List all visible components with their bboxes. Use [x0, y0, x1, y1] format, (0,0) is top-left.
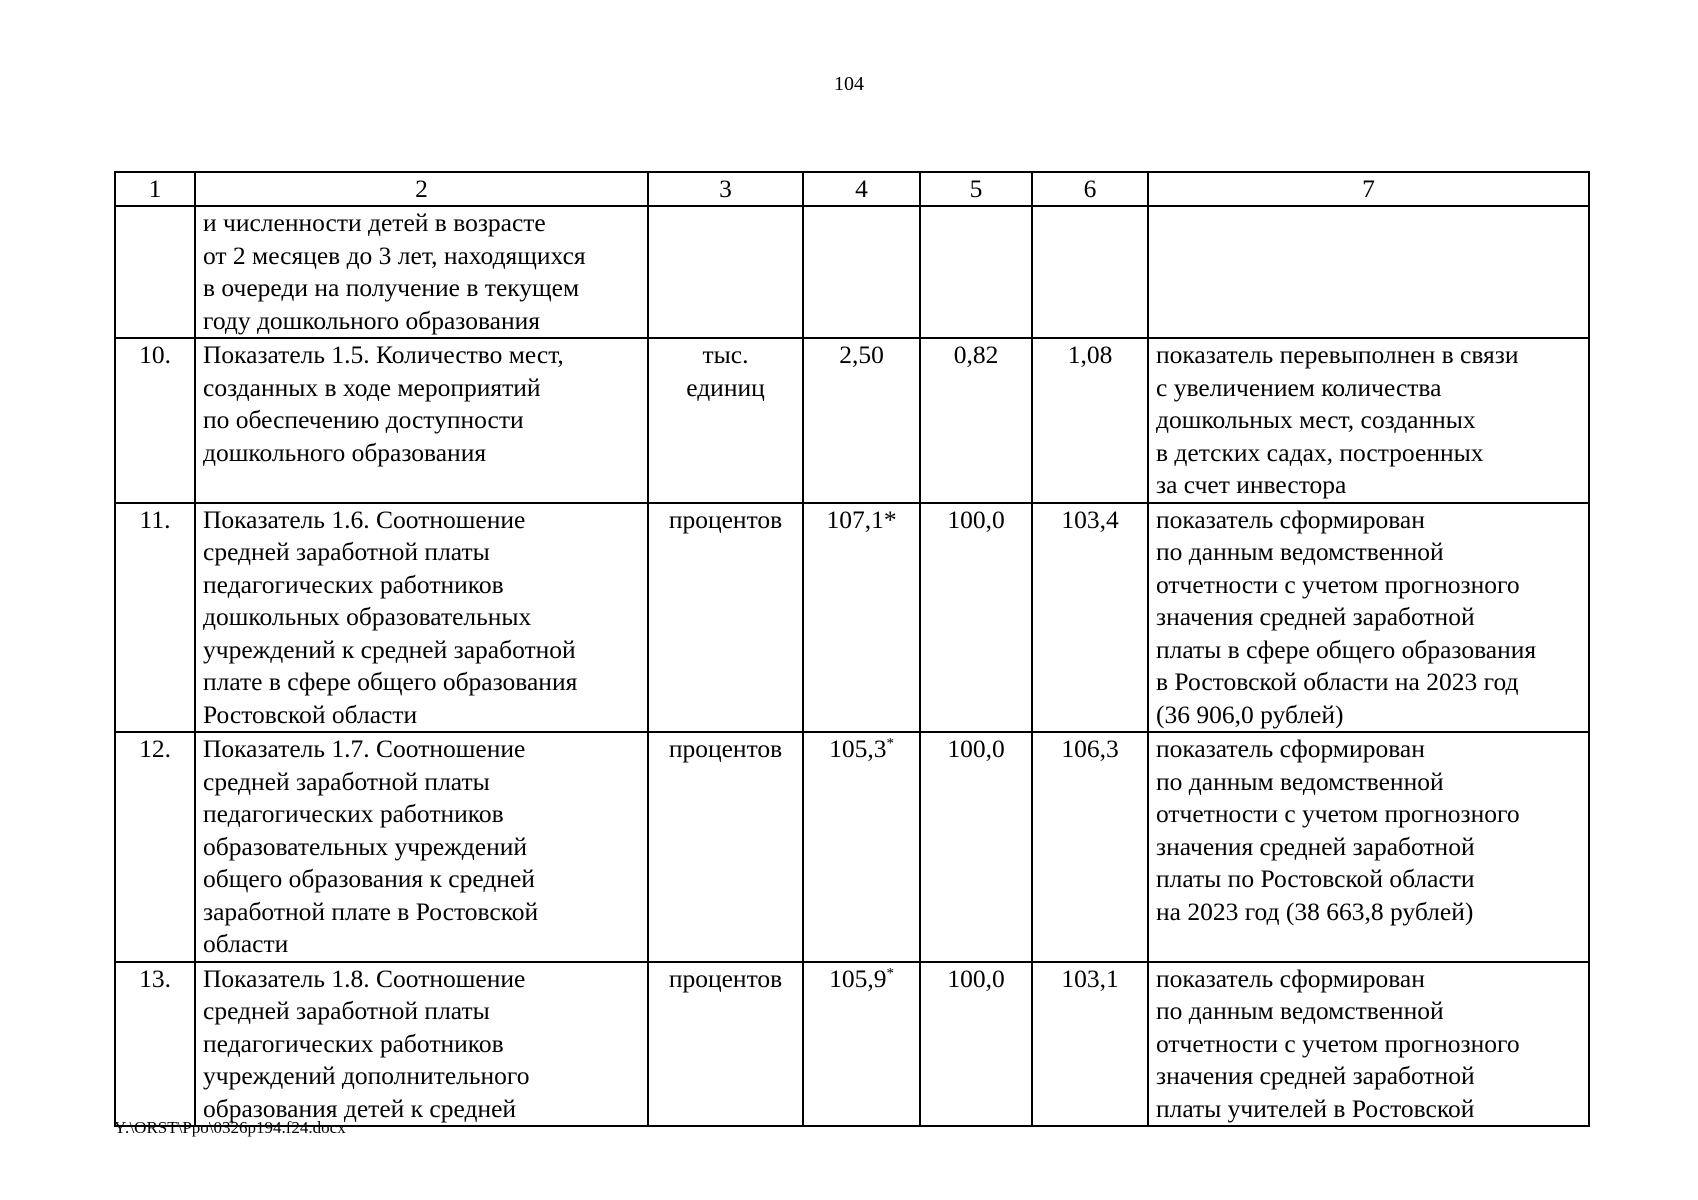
unit: процентов [668, 963, 783, 993]
column-header-5: 5 [920, 172, 1032, 206]
unit-cell [648, 338, 803, 503]
value-col5: 0,82 [953, 340, 999, 369]
value-col6: 1,08 [1067, 340, 1113, 369]
indicator-name: Показатель 1.5. Количество мест, созданных в ходе мероприятий по обеспечению доступности дошкольного образования [203, 340, 564, 467]
unit: тыс. единиц [686, 340, 765, 402]
value-col5-cell [920, 962, 1032, 1126]
value-col5: 100,0 [947, 734, 1005, 763]
column-header-4: 4 [803, 172, 920, 206]
value-col6: 103,4 [1061, 504, 1119, 534]
value-col5: 100,0 [947, 504, 1005, 534]
column-header-3: 3 [648, 172, 803, 206]
indicator-name-cell [195, 732, 648, 962]
value-col4: 105,9 [829, 963, 887, 993]
footnote-mark: * [886, 965, 894, 981]
column-number-header-row [115, 172, 1589, 206]
unit-cell [648, 206, 803, 338]
unit: процентов [668, 734, 783, 763]
row-number: 10. [139, 340, 171, 369]
indicator-name-cell [195, 962, 648, 1126]
value-col5-cell [920, 503, 1032, 733]
page-number: 104 [834, 73, 864, 95]
row-number-cell [115, 206, 195, 338]
value-col5: 100,0 [947, 963, 1005, 993]
note: показатель сформирован по данным ведомственной отчетности с учетом прогнозного значения средней заработной платы учителей в Ростовской [1156, 963, 1520, 1123]
note-cell [1148, 962, 1589, 1126]
value-col4-cell [803, 338, 920, 503]
indicator-name-cell [195, 338, 648, 503]
value-col4: 107,1* [826, 504, 897, 534]
unit: процентов [668, 504, 783, 534]
row-number-cell [115, 732, 195, 962]
indicator-name: и численности детей в возрасте от 2 месяцев до 3 лет, находящихся в очереди на получение в текущем году дошкольного образования [203, 208, 586, 335]
value-col4-cell [803, 962, 920, 1126]
file-path-footer: Y:\ORST\Ppo\0326p194.f24.docx [114, 1118, 346, 1137]
table-row [115, 338, 1589, 503]
value-col6-cell [1032, 503, 1148, 733]
footnote-mark: * [886, 735, 894, 752]
unit-cell [648, 962, 803, 1126]
row-number-cell [115, 503, 195, 733]
value-col4: 105,3 [829, 734, 887, 763]
note-cell [1148, 338, 1589, 503]
column-header-6: 6 [1032, 172, 1148, 206]
indicator-name: Показатель 1.7. Соотношение средней заработной платы педагогических работников образовательных учреждений общего образования к средней заработной плате в Ростовской области [203, 734, 539, 958]
value-col4-cell [803, 732, 920, 962]
value-col4-cell [803, 503, 920, 733]
unit-cell [648, 503, 803, 733]
indicator-name: Показатель 1.8. Соотношение средней заработной платы педагогических работников учреждений дополнительного образования детей к средней [203, 963, 530, 1123]
column-header-2: 2 [195, 172, 648, 206]
column-header-7: 7 [1148, 172, 1589, 206]
table-row [115, 962, 1589, 1126]
note-cell [1148, 206, 1589, 338]
value-col5-cell [920, 206, 1032, 338]
note: показатель сформирован по данным ведомственной отчетности с учетом прогнозного значения средней заработной платы в сфере общего образования в Ростовской области на 2023 год (36 906,0 рублей) [1156, 504, 1537, 729]
unit-cell [648, 732, 803, 962]
table-row [115, 732, 1589, 962]
value-col4-cell [803, 206, 920, 338]
value-col6-cell [1032, 206, 1148, 338]
indicator-name-cell [195, 206, 648, 338]
value-col6: 106,3 [1061, 734, 1119, 763]
row-number-cell [115, 338, 195, 503]
note-cell [1148, 503, 1589, 733]
indicator-name: Показатель 1.6. Соотношение средней заработной платы педагогических работников дошкольных образовательных учреждений к средней заработной плате в сфере общего образования Ростовской области [203, 504, 578, 729]
row-number-cell [115, 962, 195, 1126]
note: показатель сформирован по данным ведомственной отчетности с учетом прогнозного значения средней заработной платы по Ростовской области на 2023 год (38 663,8 рублей) [1156, 734, 1520, 926]
row-number: 11. [139, 504, 171, 534]
indicator-name-cell [195, 503, 648, 733]
value-col5-cell [920, 338, 1032, 503]
value-col6-cell [1032, 962, 1148, 1126]
row-number: 13. [139, 963, 171, 993]
note-cell [1148, 732, 1589, 962]
table-row [115, 503, 1589, 733]
value-col4: 2,50 [839, 340, 884, 369]
value-col6-cell [1032, 732, 1148, 962]
value-col6-cell [1032, 338, 1148, 503]
value-col5-cell [920, 732, 1032, 962]
indicators-table [114, 171, 1590, 1127]
note: показатель перевыполнен в связи с увеличением количества дошкольных мест, созданных в детских садах, построенных за счет инвестора [1156, 340, 1519, 499]
column-header-1: 1 [115, 172, 195, 206]
row-number: 12. [139, 734, 171, 763]
table-row [115, 206, 1589, 338]
value-col6: 103,1 [1061, 963, 1119, 993]
